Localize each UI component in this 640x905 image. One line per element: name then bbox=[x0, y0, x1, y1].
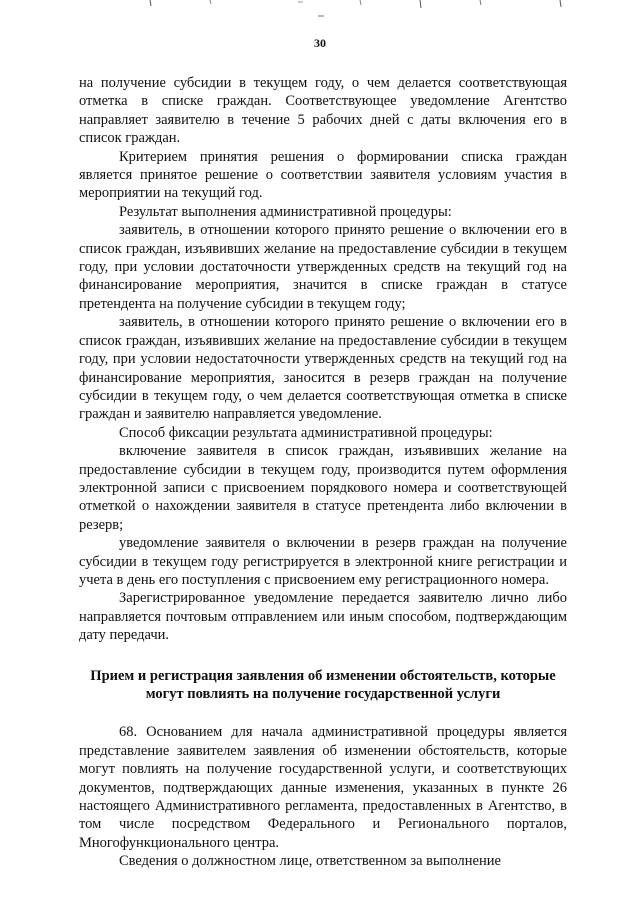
paragraph: на получение субсидии в текущем году, о чем делается соответствующая отметка в списке граждан. Соответствующее уведомление Агентство направляет заявителю в течение 5 рабочих дней с даты включения его в список граждан. bbox=[79, 75, 567, 147]
paragraph: Результат выполнения административной процедуры: bbox=[119, 203, 452, 220]
paragraph: заявитель, в отношении которого принято решение о включении его в список граждан, изъявивших желание на предоставление субсидии в текущем году, при условии недостаточности утвержденных средств на текущий год на финансирование мероприятия, заносится в резерв граждан на получение субсидии в текущем году, о чем делается соответствующая отметка в списке граждан и заявителю направляется уведомление. bbox=[79, 314, 567, 423]
scan-edge-marks bbox=[0, 0, 640, 20]
paragraph: уведомление заявителя о включении в резерв граждан на получение субсидии в текущем году регистрируется в электронной книге регистрации и учета в день его поступления с присвоением ему регистрационного номера. bbox=[79, 535, 567, 588]
paragraph: заявитель, в отношении которого принято решение о включении его в список граждан, изъявивших желание на предоставление субсидии в текущем году, при условии достаточности утвержденных средств на текущий год на финансирование мероприятия, значится в списке граждан в статусе претендента на получение субсидии в текущем году; bbox=[79, 222, 567, 312]
paragraph: Сведения о должностном лице, ответственном за выполнение bbox=[119, 853, 501, 870]
paragraph: 68. Основанием для начала административной процедуры является представление заявителем заявления об изменении обстоятельств, которые могут повлиять на получение государственной услуги, и соответствующих документов, подтверждающих данные изменения, указанных в пункте 26 настоящего Административного регламента, предоставленных в Агентство, в том числе посредством Федерального и Регионального порталов, Многофункционального центра. bbox=[79, 724, 567, 851]
document-body bbox=[79, 74, 567, 871]
paragraph: Зарегистрированное уведомление передается заявителю лично либо направляется почтовым отправлением или иным способом, подтверждающим дату передачи. bbox=[79, 590, 567, 644]
section-heading: Прием и регистрация заявления об изменении обстоятельств, которые могут повлиять на получение государственной услуги bbox=[90, 667, 556, 702]
paragraph: Критерием принятия решения о формировании списка граждан является принятое решение о соответствии заявителя условиям участия в мероприятии на текущий год. bbox=[79, 148, 567, 202]
paragraph: Способ фиксации результата административной процедуры: bbox=[119, 424, 493, 441]
paragraph: включение заявителя в список граждан, изъявивших желание на предоставление субсидии в текущем году, производится путем оформления электронной записи с присвоением порядкового номера и соответствующей отметкой о нахождении заявителя в статусе претендента либо включении в резерв; bbox=[79, 443, 567, 533]
page-number: 30 bbox=[314, 36, 326, 50]
